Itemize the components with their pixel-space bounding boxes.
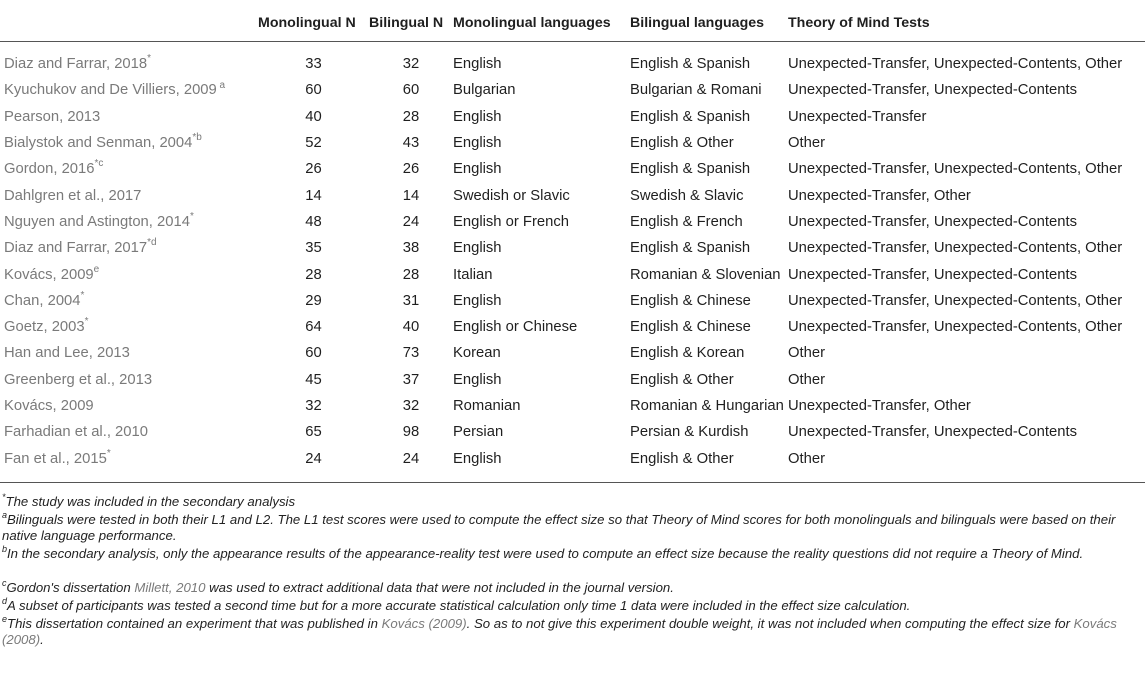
footnote-mark: * (84, 316, 89, 328)
cell-monolingual-n (258, 261, 369, 287)
table-row (0, 314, 1145, 340)
cell-bilingual-languages (630, 130, 788, 156)
cell-monolingual-n (258, 419, 369, 445)
cell-monolingual-languages-text: English (453, 56, 502, 73)
cell-tom-tests-text: Unexpected-Transfer, Unexpected-Contents, Other (788, 292, 1123, 309)
cell-monolingual-languages-text: Swedish or Slavic (453, 187, 570, 204)
footnote-mark: a (216, 79, 226, 91)
cell-tom-tests-text: Unexpected-Transfer, Unexpected-Contents, Other (788, 56, 1123, 73)
cell-study-text: Kovács, 2009 (4, 398, 94, 414)
cell-tom-tests (788, 393, 1145, 419)
cell-tom-tests (788, 419, 1145, 445)
cell-monolingual-n (258, 235, 369, 261)
cell-monolingual-n-text: 65 (305, 424, 322, 441)
cell-study[interactable] (0, 104, 258, 130)
cell-monolingual-languages (453, 77, 630, 103)
cell-bilingual-languages-text: English & Spanish (630, 240, 751, 257)
cell-study-text: Greenberg et al., 2013 (4, 371, 153, 388)
cell-bilingual-languages-text: English & Spanish (630, 56, 751, 73)
footnote-a: $^a$Bilinguals were tested in both their L1 and L2. The L1 test scores were used to compute the effect size so that Theory of Mind scores for both monolinguals and bilinguals were based on their native language performance. (2, 509, 1116, 543)
cell-monolingual-languages (453, 445, 630, 482)
cell-monolingual-languages-text: English (453, 240, 502, 257)
cell-bilingual-n-text: 28 (402, 108, 420, 125)
table-body (0, 42, 1145, 483)
cell-bilingual-n (369, 445, 453, 482)
cell-tom-tests (788, 340, 1145, 366)
cell-bilingual-languages-text: English & French (630, 213, 743, 230)
cell-monolingual-n-text: 14 (305, 187, 322, 204)
cell-bilingual-languages (630, 393, 788, 419)
cell-bilingual-languages (630, 367, 788, 393)
cell-bilingual-n-text: 26 (402, 161, 420, 178)
cell-monolingual-n (258, 367, 369, 393)
cell-monolingual-languages-text: English (453, 292, 502, 309)
cell-monolingual-languages (453, 209, 630, 235)
cell-monolingual-n-text: 26 (305, 161, 322, 178)
cell-monolingual-n-text: 52 (305, 135, 322, 152)
cell-bilingual-n (369, 182, 453, 208)
cell-tom-tests (788, 156, 1145, 182)
footnote-mark: *d (147, 237, 157, 249)
table-row (0, 445, 1145, 482)
cell-study-text: Kyuchukov and De Villiers, 2009 (4, 82, 217, 99)
cell-bilingual-n-text: 31 (402, 292, 420, 309)
cell-bilingual-n (369, 209, 453, 235)
cell-bilingual-languages-text: Persian & Kurdish (630, 424, 749, 441)
cell-tom-tests (788, 209, 1145, 235)
cell-bilingual-languages-text: English & Other (630, 450, 734, 467)
studies-table (0, 4, 1145, 483)
cell-study-text: Dahlgren et al., 2017 (4, 187, 142, 204)
cell-tom-tests-text: Unexpected-Transfer (788, 108, 927, 125)
cell-bilingual-n (369, 288, 453, 314)
cell-monolingual-languages (453, 235, 630, 261)
table-row (0, 419, 1145, 445)
header-monolingual-n: Monolingual N (258, 4, 369, 42)
ref-kovacs-2008[interactable]: Kovács (2008) (2, 616, 1117, 647)
cell-monolingual-n-text: 40 (305, 108, 322, 125)
table-row (0, 104, 1145, 130)
cell-study-text: Chan, 2004 (4, 292, 81, 309)
cell-bilingual-n (369, 77, 453, 103)
footnote-b: $^b$In the secondary analysis, only the appearance results of the appearance-reality test were used to compute an effect size because the reality questions did not require a Theory of Mind. (2, 543, 1084, 561)
cell-bilingual-n-text: 32 (402, 56, 420, 73)
footnote-e: $^e$This dissertation contained an experiment that was published in Kovács (2009). So as to not give this experiment double weight, it was not included when computing the effect size for Kovács (2008). (2, 613, 1117, 647)
cell-tom-tests (788, 288, 1145, 314)
cell-bilingual-n-text: 98 (402, 424, 420, 441)
cell-bilingual-languages (630, 419, 788, 445)
cell-study[interactable] (0, 77, 258, 103)
footnote-mark: * (80, 289, 85, 301)
cell-bilingual-languages-text: English & Other (630, 135, 734, 152)
cell-monolingual-languages-text: Korean (453, 345, 501, 362)
cell-bilingual-n (369, 340, 453, 366)
cell-bilingual-languages (630, 340, 788, 366)
cell-monolingual-n (258, 314, 369, 340)
cell-monolingual-languages-text: English (453, 108, 502, 125)
footnote-c: $^c$Gordon's dissertation Millett, 2010 was used to extract additional data that were not included in the journal version. (2, 577, 674, 595)
cell-bilingual-n-text: 37 (402, 371, 420, 388)
ref-millett[interactable]: Millett, 2010 (134, 580, 206, 595)
cell-monolingual-n-text: 32 (305, 398, 322, 414)
cell-monolingual-n-text: 33 (305, 56, 322, 73)
cell-monolingual-languages-text: Bulgarian (453, 82, 516, 99)
cell-monolingual-languages (453, 393, 630, 419)
cell-study[interactable] (0, 393, 258, 419)
cell-tom-tests-text: Other (788, 371, 826, 388)
cell-monolingual-languages-text: Romanian (453, 398, 521, 414)
cell-monolingual-n-text: 48 (305, 213, 322, 230)
cell-study-text: Pearson, 2013 (4, 108, 101, 125)
footnote-mark: *c (94, 158, 104, 170)
cell-study-text: Diaz and Farrar, 2017 (4, 240, 148, 257)
cell-tom-tests (788, 130, 1145, 156)
cell-tom-tests-text: Unexpected-Transfer, Unexpected-Contents (788, 213, 1077, 230)
cell-bilingual-languages (630, 261, 788, 287)
cell-monolingual-languages (453, 156, 630, 182)
cell-study-text: Diaz and Farrar, 2018 (4, 56, 148, 73)
table-row (0, 42, 1145, 78)
cell-bilingual-n (369, 235, 453, 261)
cell-study[interactable] (0, 288, 258, 314)
cell-monolingual-n-text: 24 (305, 450, 322, 467)
header-bilingual-n: Bilingual N (369, 4, 453, 42)
table-row (0, 235, 1145, 261)
cell-study[interactable] (0, 314, 258, 340)
cell-tom-tests-text: Unexpected-Transfer, Unexpected-Contents (788, 266, 1077, 283)
cell-bilingual-languages-text: English & Spanish (630, 108, 751, 125)
cell-bilingual-languages-text: Romanian & Hungarian (630, 398, 784, 414)
cell-monolingual-languages-text: English (453, 371, 502, 388)
cell-monolingual-n-text: 28 (305, 266, 322, 283)
cell-study-text: Gordon, 2016 (4, 161, 95, 178)
cell-study[interactable] (0, 42, 258, 78)
cell-bilingual-n-text: 14 (402, 187, 420, 204)
footnote-mark: e (93, 263, 100, 275)
footnote-mark: *b (192, 132, 202, 144)
cell-monolingual-n-text: 45 (305, 371, 322, 388)
cell-monolingual-languages-text: English or French (453, 213, 569, 230)
cell-bilingual-languages-text: Swedish & Slavic (630, 187, 744, 204)
header-tom-tests: Theory of Mind Tests (788, 4, 1145, 42)
cell-study[interactable] (0, 261, 258, 287)
cell-bilingual-n (369, 393, 453, 419)
cell-bilingual-languages (630, 42, 788, 78)
footnote-mark: * (189, 211, 194, 222)
cell-tom-tests (788, 445, 1145, 482)
cell-study-text: Han and Lee, 2013 (4, 345, 130, 362)
cell-tom-tests (788, 104, 1145, 130)
table-row (0, 340, 1145, 366)
header-monolingual-languages: Monolingual languages (453, 4, 630, 42)
footnote-mark: * (147, 53, 152, 65)
table-row (0, 367, 1145, 393)
table-row (0, 209, 1145, 235)
cell-monolingual-n (258, 209, 369, 235)
cell-study[interactable] (0, 182, 258, 208)
cell-monolingual-languages-text: Persian (453, 424, 504, 441)
cell-monolingual-n (258, 42, 369, 78)
cell-bilingual-languages (630, 209, 788, 235)
cell-bilingual-n-text: 28 (402, 266, 420, 283)
cell-bilingual-n (369, 42, 453, 78)
cell-tom-tests-text: Other (788, 135, 826, 152)
cell-monolingual-n (258, 104, 369, 130)
table-row (0, 130, 1145, 156)
table-row (0, 393, 1145, 419)
cell-bilingual-languages-text: English & Korean (630, 345, 745, 362)
cell-bilingual-languages-text: English & Chinese (630, 319, 751, 336)
cell-tom-tests-text: Unexpected-Transfer, Unexpected-Contents, Other (788, 240, 1123, 257)
cell-study[interactable] (0, 367, 258, 393)
cell-tom-tests (788, 182, 1145, 208)
cell-tom-tests-text: Other (788, 345, 826, 362)
cell-monolingual-languages-text: English (453, 161, 502, 178)
cell-monolingual-n (258, 182, 369, 208)
cell-study-text: Goetz, 2003 (4, 319, 85, 336)
cell-monolingual-n-text: 60 (305, 345, 322, 362)
cell-bilingual-n (369, 156, 453, 182)
cell-monolingual-n (258, 156, 369, 182)
cell-monolingual-languages-text: English (453, 450, 502, 467)
cell-bilingual-languages-text: English & Chinese (630, 292, 751, 309)
cell-tom-tests-text: Unexpected-Transfer, Other (788, 187, 971, 204)
cell-study[interactable] (0, 445, 258, 482)
cell-monolingual-languages (453, 288, 630, 314)
cell-monolingual-n (258, 77, 369, 103)
cell-bilingual-languages-text: English & Spanish (630, 161, 751, 178)
cell-monolingual-languages (453, 340, 630, 366)
cell-monolingual-languages (453, 419, 630, 445)
cell-bilingual-languages-text: Bulgarian & Romani (630, 82, 762, 99)
cell-bilingual-languages (630, 104, 788, 130)
cell-bilingual-n-text: 24 (402, 213, 420, 230)
table-row (0, 156, 1145, 182)
cell-monolingual-languages (453, 182, 630, 208)
footnote-d: $^d$A subset of participants was tested a second time but for a more accurate statistical calculation only time 1 data were included in the effect size calculation. (2, 595, 911, 613)
cell-monolingual-languages-text: English or Chinese (453, 319, 578, 336)
table-row (0, 288, 1145, 314)
cell-bilingual-n (369, 104, 453, 130)
cell-monolingual-n-text: 35 (305, 240, 322, 257)
cell-monolingual-n (258, 445, 369, 482)
cell-monolingual-languages (453, 42, 630, 78)
cell-monolingual-n (258, 393, 369, 419)
cell-monolingual-languages (453, 367, 630, 393)
footnote-mark: * (106, 447, 111, 459)
cell-bilingual-n (369, 261, 453, 287)
table-header-row (0, 4, 1145, 42)
cell-study-text: Bialystok and Senman, 2004 (4, 135, 193, 152)
cell-study[interactable] (0, 340, 258, 366)
cell-bilingual-n-text: 40 (402, 319, 420, 336)
cell-tom-tests (788, 235, 1145, 261)
cell-bilingual-n (369, 130, 453, 156)
cell-study-text: Farhadian et al., 2010 (4, 424, 148, 441)
cell-tom-tests (788, 42, 1145, 78)
cell-bilingual-languages-text: Romanian & Slovenian (630, 266, 781, 283)
cell-bilingual-languages (630, 156, 788, 182)
cell-monolingual-n-text: 64 (305, 319, 322, 336)
cell-study[interactable] (0, 235, 258, 261)
footnote-star: *The study was included in the secondary analysis (2, 491, 296, 509)
cell-bilingual-n-text: 43 (402, 135, 420, 152)
cell-bilingual-languages (630, 288, 788, 314)
cell-monolingual-languages (453, 104, 630, 130)
cell-bilingual-languages (630, 182, 788, 208)
cell-bilingual-n (369, 419, 453, 445)
cell-study[interactable] (0, 156, 258, 182)
cell-bilingual-n-text: 32 (402, 398, 420, 414)
table-row (0, 261, 1145, 287)
cell-study[interactable] (0, 130, 258, 156)
cell-monolingual-languages (453, 314, 630, 340)
cell-monolingual-n (258, 340, 369, 366)
ref-kovacs-2009[interactable]: Kovács (2009) (381, 616, 467, 631)
cell-bilingual-n-text: 24 (402, 450, 420, 467)
cell-study-text: Kovács, 2009 (4, 266, 94, 283)
cell-bilingual-languages (630, 77, 788, 103)
cell-monolingual-n-text: 60 (305, 82, 322, 99)
cell-bilingual-languages (630, 314, 788, 340)
table-row (0, 77, 1145, 103)
cell-study[interactable] (0, 209, 258, 235)
table-row (0, 182, 1145, 208)
cell-bilingual-languages (630, 445, 788, 482)
cell-bilingual-n (369, 367, 453, 393)
cell-tom-tests (788, 77, 1145, 103)
cell-study-text: Nguyen and Astington, 2014 (4, 213, 190, 230)
cell-tom-tests-text: Unexpected-Transfer, Unexpected-Contents (788, 424, 1077, 441)
cell-monolingual-n-text: 29 (305, 292, 322, 309)
header-bilingual-languages: Bilingual languages (630, 4, 788, 42)
cell-monolingual-languages (453, 261, 630, 287)
cell-tom-tests (788, 367, 1145, 393)
cell-bilingual-n-text: 60 (402, 82, 420, 99)
cell-tom-tests-text: Unexpected-Transfer, Unexpected-Contents, Other (788, 161, 1123, 178)
cell-monolingual-languages-text: Italian (453, 266, 493, 283)
cell-tom-tests-text: Unexpected-Transfer, Other (788, 398, 971, 414)
cell-monolingual-n (258, 288, 369, 314)
cell-bilingual-n-text: 38 (402, 240, 420, 257)
cell-study-text: Fan et al., 2015 (4, 450, 107, 467)
cell-monolingual-languages (453, 130, 630, 156)
cell-monolingual-n (258, 130, 369, 156)
cell-tom-tests (788, 261, 1145, 287)
cell-bilingual-languages (630, 235, 788, 261)
cell-bilingual-n-text: 73 (402, 345, 420, 362)
cell-tom-tests-text: Unexpected-Transfer, Unexpected-Contents, Other (788, 319, 1123, 336)
cell-bilingual-n (369, 314, 453, 340)
cell-tom-tests-text: Unexpected-Transfer, Unexpected-Contents (788, 82, 1077, 99)
cell-tom-tests (788, 314, 1145, 340)
cell-tom-tests-text: Other (788, 450, 826, 467)
cell-study[interactable] (0, 419, 258, 445)
cell-monolingual-languages-text: English (453, 135, 502, 152)
cell-bilingual-languages-text: English & Other (630, 371, 734, 388)
header-study (0, 4, 258, 42)
